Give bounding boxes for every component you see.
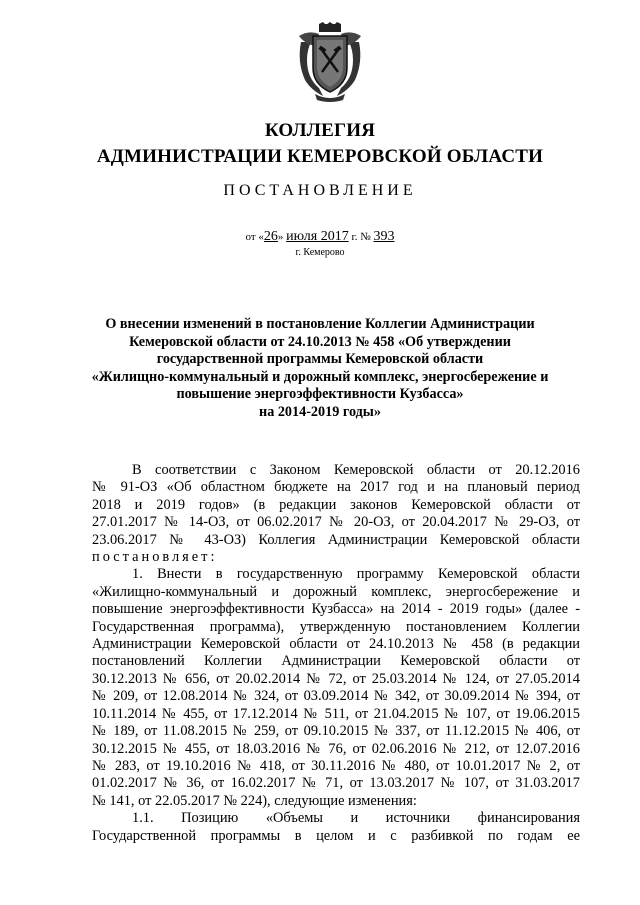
document-title	[60, 316, 580, 421]
number-prefix: №	[360, 231, 371, 243]
title-line: О внесении изменений в постановление Коллегии Администрации	[105, 316, 535, 332]
date-day: 26	[263, 229, 278, 244]
document-type: ПОСТАНОВЛЕНИЕ	[223, 182, 417, 199]
body-line: 27.01.2017 № 14-ОЗ, от 06.02.2017 № 20-ОЗ, от 20.04.2017 № 29-ОЗ, от	[92, 514, 580, 531]
date-from-prefix: от «	[245, 231, 264, 243]
body-line: постановлений Коллегии Администрации Кемеровской области от	[92, 653, 580, 670]
body-line: 10.11.2014 № 455, от 17.12.2014 № 511, от 21.04.2015 № 107, от 19.06.2015	[92, 705, 580, 722]
body-line: 1.1. Позицию «Объемы и источники финансирования	[132, 810, 580, 827]
body-line: № 91-ОЗ «Об областном бюджете на 2017 год и на плановый период	[92, 479, 580, 496]
document-number: 393	[373, 229, 395, 244]
date-day-suffix: »	[277, 231, 284, 243]
date-year-suffix: г.	[351, 231, 358, 243]
org-name-line2: АДМИНИСТРАЦИИ КЕМЕРОВСКОЙ ОБЛАСТИ	[96, 146, 544, 167]
body-line: Администрации Кемеровской области от 24.10.2013 № 458 (в редакции	[92, 636, 580, 653]
body-line: 2018 и 2019 годов» (в редакции законов Кемеровской области от	[92, 496, 580, 513]
title-line: Кемеровской области от 24.10.2013 № 458 «Об утверждении	[129, 333, 511, 350]
body-line: 30.12.2013 № 656, от 20.02.2014 № 72, от 25.03.2014 № 124, от 27.05.2014	[92, 670, 580, 687]
city-name: г. Кемерово	[295, 247, 345, 258]
title-line: государственной программы Кемеровской области	[156, 351, 484, 367]
body-line: 01.02.2017 № 36, от 16.02.2017 № 71, от 13.03.2017 № 107, от 31.03.2017	[92, 775, 580, 792]
body-line: повышение энергоэффективности Кузбасса» на 2014 - 2019 годы» (далее -	[92, 601, 580, 618]
body-line: 23.06.2017 № 43-ОЗ) Коллегия Администрации Кемеровской области	[92, 531, 580, 548]
body-line: № 141, от 22.05.2017 № 224), следующие изменения:	[92, 792, 417, 809]
body-line: № 209, от 12.08.2014 № 324, от 03.09.2014 № 342, от 30.09.2014 № 394, от	[92, 688, 580, 705]
coat-of-arms-icon	[295, 22, 365, 102]
body-line: В соответствии с Законом Кемеровской области от 20.12.2016	[132, 462, 580, 478]
title-line: на 2014-2019 годы»	[259, 403, 381, 420]
title-line: «Жилищно-коммунальный и дорожный комплекс, энергосбережение и	[91, 368, 549, 385]
document-body	[92, 462, 580, 845]
org-name-line1: КОЛЛЕГИЯ	[264, 120, 376, 141]
body-line: Государственной программы в целом и с разбивкой по годам ее	[92, 827, 580, 844]
title-line: повышение энергоэффективности Кузбасса»	[176, 386, 464, 402]
body-line: 1. Внести в государственную программу Кемеровской области	[132, 566, 580, 583]
body-line-resolves: постановляет:	[92, 549, 218, 566]
body-line: Государственная программа), утвержденную постановлением Коллегии	[92, 618, 580, 635]
body-line: № 283, от 19.10.2016 № 418, от 30.11.2016 № 480, от 10.01.2017 № 2, от	[92, 757, 580, 774]
date-number-line	[0, 229, 640, 245]
date-month-year: июля 2017	[286, 229, 349, 244]
body-line: 30.12.2015 № 455, от 18.03.2016 № 76, от 02.06.2016 № 212, от 12.07.2016	[92, 740, 580, 757]
body-line: «Жилищно-коммунальный и дорожный комплекс, энергосбережение и	[92, 583, 580, 600]
body-line: № 189, от 11.08.2015 № 259, от 09.10.2015 № 337, от 11.12.2015 № 406, от	[92, 723, 580, 740]
